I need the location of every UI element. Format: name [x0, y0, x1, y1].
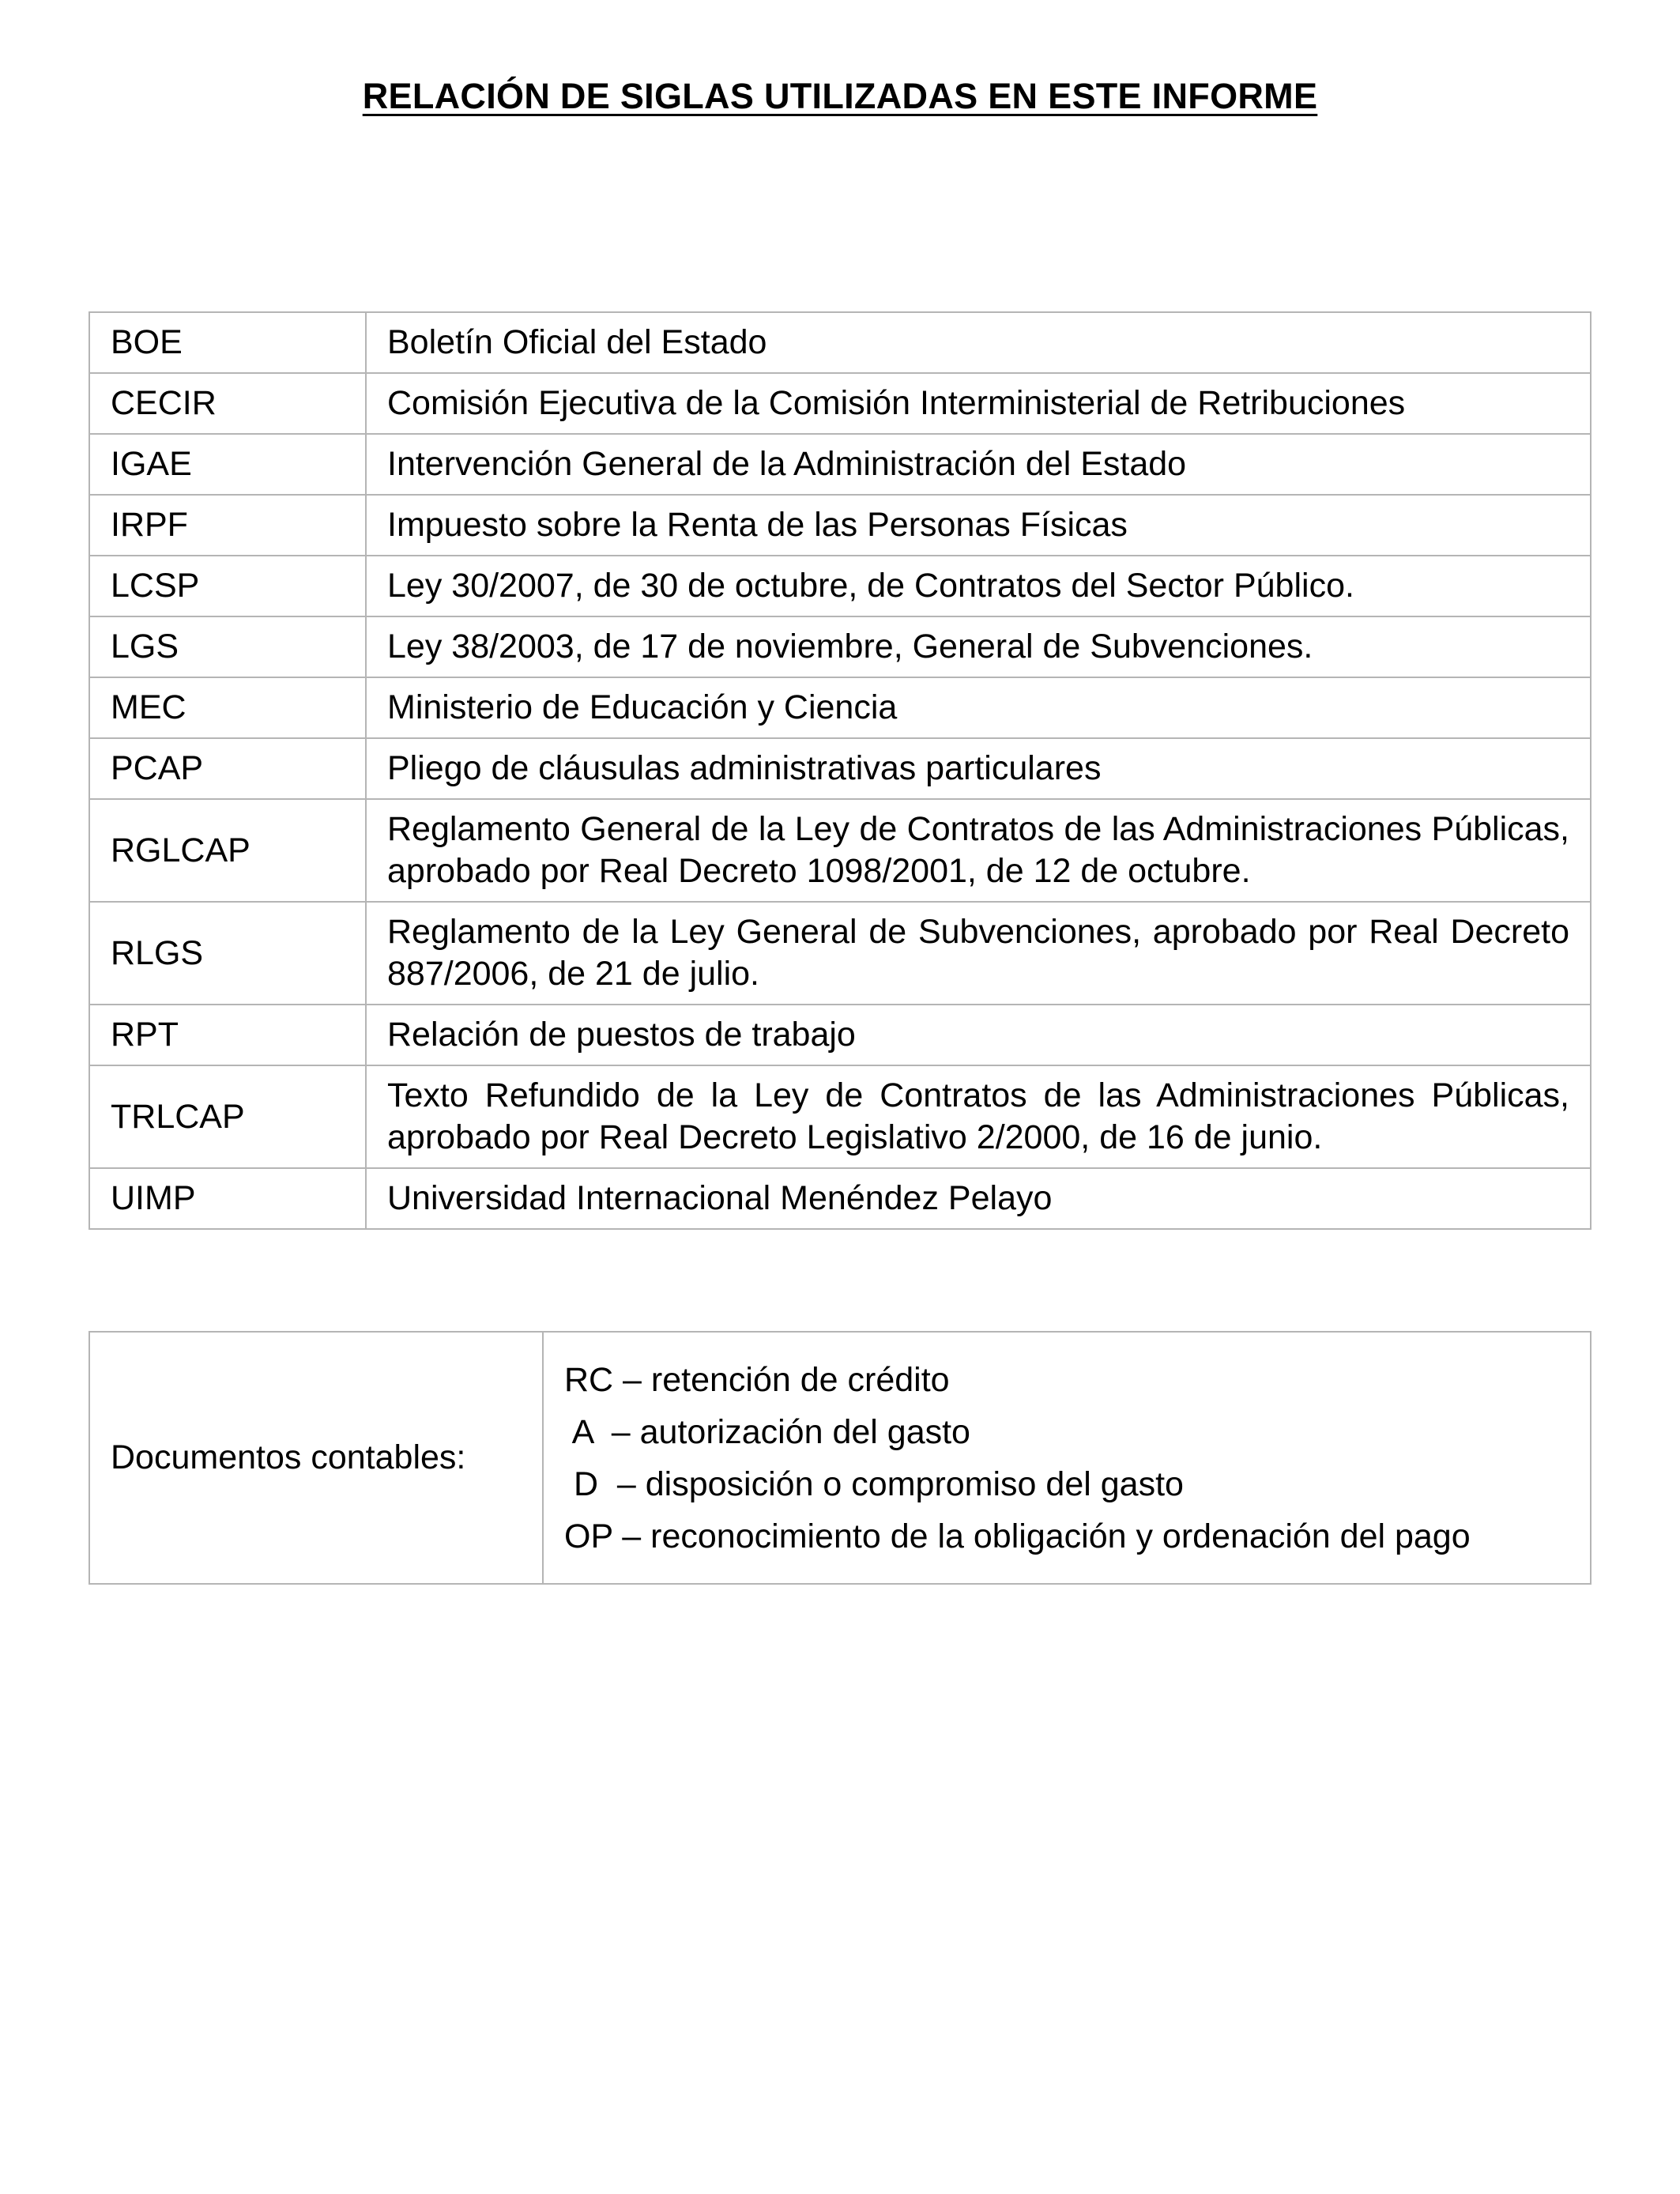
list-item: RC – retención de crédito [564, 1360, 950, 1399]
acronym-cell: LCSP [89, 556, 366, 616]
acronym-cell: TRLCAP [89, 1065, 366, 1168]
meaning-cell: Impuesto sobre la Renta de las Personas Físicas [366, 495, 1591, 556]
page-title: RELACIÓN DE SIGLAS UTILIZADAS EN ESTE INFORME [362, 76, 1318, 116]
acronym-cell: UIMP [89, 1168, 366, 1229]
meaning-cell: Universidad Internacional Menéndez Pelayo [366, 1168, 1591, 1229]
table-row [89, 616, 1591, 677]
meaning-cell: Comisión Ejecutiva de la Comisión Interministerial de Retribuciones [366, 373, 1591, 434]
list-item: D – disposición o compromiso del gasto [564, 1465, 1184, 1503]
acronym-cell: BOE [89, 312, 366, 373]
acronym-cell: PCAP [89, 738, 366, 799]
meaning-cell: Reglamento de la Ley General de Subvenciones, aprobado por Real Decreto 887/2006, de 21 de julio. [366, 902, 1591, 1005]
meaning-cell: Intervención General de la Administración del Estado [366, 434, 1591, 495]
table-row [89, 738, 1591, 799]
table-row [89, 799, 1591, 902]
table-row [89, 373, 1591, 434]
meaning-cell: Pliego de cláusulas administrativas particulares [366, 738, 1591, 799]
table-row [89, 495, 1591, 556]
accounting-documents-table [89, 1331, 1591, 1585]
meaning-cell: Ministerio de Educación y Ciencia [366, 677, 1591, 738]
meaning-cell: Texto Refundido de la Ley de Contratos de las Administraciones Públicas, aprobado por Real Decreto Legislativo 2/2000, de 16 de junio. [366, 1065, 1591, 1168]
acronym-cell: RLGS [89, 902, 366, 1005]
table-row [89, 902, 1591, 1005]
meaning-cell: Ley 38/2003, de 17 de noviembre, General de Subvenciones. [366, 616, 1591, 677]
acronym-cell: CECIR [89, 373, 366, 434]
accounting-documents-list [543, 1332, 1591, 1584]
acronym-cell: LGS [89, 616, 366, 677]
acronym-cell: RGLCAP [89, 799, 366, 902]
meaning-cell: Reglamento General de la Ley de Contratos de las Administraciones Públicas, aprobado por Real Decreto 1098/2001, de 12 de octubre. [366, 799, 1591, 902]
table-row [89, 1332, 1591, 1584]
meaning-cell: Boletín Oficial del Estado [366, 312, 1591, 373]
acronym-table [89, 311, 1591, 1230]
table-row [89, 312, 1591, 373]
acronym-cell: IRPF [89, 495, 366, 556]
table-row [89, 434, 1591, 495]
list-item: A – autorización del gasto [564, 1412, 970, 1451]
table-row [89, 1005, 1591, 1065]
meaning-cell: Relación de puestos de trabajo [366, 1005, 1591, 1065]
acronym-cell: IGAE [89, 434, 366, 495]
table-row [89, 677, 1591, 738]
table-row [89, 1168, 1591, 1229]
table-row [89, 556, 1591, 616]
table-row [89, 1065, 1591, 1168]
meaning-cell: Ley 30/2007, de 30 de octubre, de Contratos del Sector Público. [366, 556, 1591, 616]
accounting-documents-label: Documentos contables: [89, 1332, 543, 1584]
list-item: OP – reconocimiento de la obligación y ordenación del pago [564, 1517, 1471, 1555]
acronym-cell: RPT [89, 1005, 366, 1065]
acronym-cell: MEC [89, 677, 366, 738]
